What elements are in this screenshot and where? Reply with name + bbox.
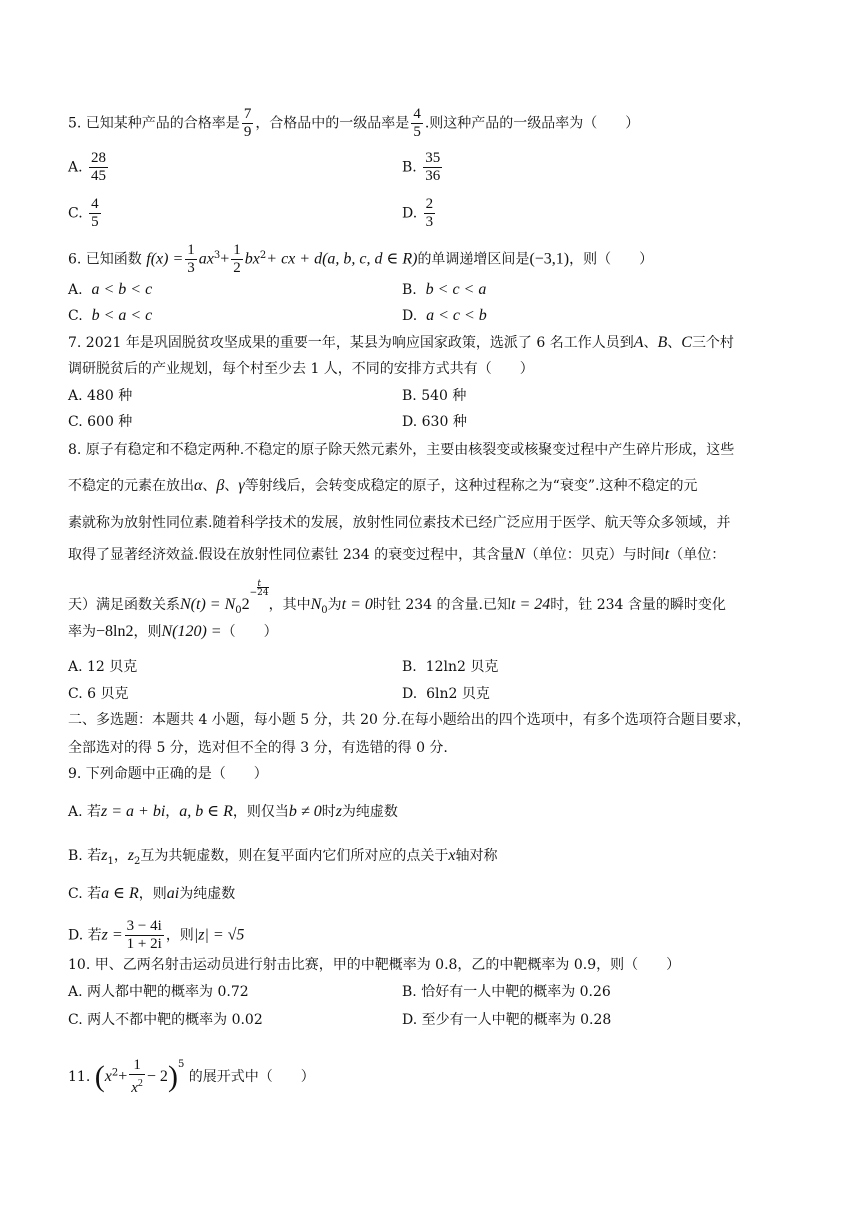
section-2-heading-line-2: 全部选对的得 5 分，选对但不全的得 3 分，有选错的得 0 分. <box>68 740 448 756</box>
q5-option-c: C. $\frac{4}{5}$ <box>68 196 99 230</box>
q7-option-d: D. 630 种 <box>402 414 467 430</box>
q10-option-d: D. 至少有一人中靶的概率为 0.28 <box>402 1012 612 1028</box>
q8-option-a: A. 12 贝克 <box>68 659 138 675</box>
q5-fraction-1: $\frac{7}{9}$ <box>243 106 252 140</box>
q5-mid: ，合格品中的一级品率是 <box>255 115 410 132</box>
question-10-stem: 10. 甲、乙两名射击运动员进行射击比赛，甲的中靶概率为 0.8，乙的中靶概率为 0.9，则（ ） <box>68 957 681 973</box>
q9-option-d: D. 若z = $\frac{3 - 4i}{1 + 2i}$ ，则|z| = √5 <box>68 918 245 952</box>
q7-option-b: B. 540 种 <box>402 388 467 404</box>
q5-option-b: B. $\frac{35}{36}$ <box>402 150 441 184</box>
question-7-line-2: 调研脱贫后的产业规划，每个村至少去 1 人，不同的安排方式共有（ ） <box>68 361 534 377</box>
q7-option-a: A. 480 种 <box>68 388 133 404</box>
question-7-line-1: 7. 2021 年是巩固脱贫攻坚成果的重要一年，某县为响应国家政策，选派了 6 名工作人员到A、B、C三个村 <box>68 334 734 351</box>
q5-option-a: A. $\frac{28}{45}$ <box>68 150 107 184</box>
section-2-heading-line-1: 二、多选题：本题共 4 小题，每小题 5 分，共 20 分.在每小题给出的四个选项中，有多个选项符合题目要求， <box>68 712 751 728</box>
q6-option-b: B. b < c < a <box>402 281 487 298</box>
question-8-line-2: 不稳定的元素在放出α、β、γ等射线后，会转变成稳定的原子，这种过程称之为“衰变”.这种不稳定的元 <box>68 477 698 494</box>
q10-option-c: C. 两人不都中靶的概率为 0.02 <box>68 1012 263 1028</box>
q6-option-d: D. a < c < b <box>402 307 487 324</box>
q7-option-c: C. 600 种 <box>68 414 133 430</box>
q9-option-c: C. 若a ∈ R，则ai为纯虚数 <box>68 885 236 902</box>
q8-option-c: C. 6 贝克 <box>68 686 129 702</box>
q5-option-d: D. $\frac{2}{3}$ <box>402 196 434 230</box>
question-8-line-6: 率为−8ln2，则N(120) =（ ） <box>68 623 278 640</box>
q6-option-c: C. b < a < c <box>68 307 153 324</box>
q10-option-b: B. 恰好有一人中靶的概率为 0.26 <box>402 984 611 1000</box>
question-8-line-3: 素就称为放射性同位素.随着科学技术的发展，放射性同位素技术已经广泛应用于医学、航天等众多领域，并 <box>68 515 731 531</box>
question-9-stem: 9. 下列命题中正确的是（ ） <box>68 766 268 782</box>
q10-option-a: A. 两人都中靶的概率为 0.72 <box>68 984 249 1000</box>
q5-fraction-2: $\frac{4}{5}$ <box>413 106 421 140</box>
q9-option-b: B. 若$z_1$，$z_2$互为共轭虚数，则在复平面内它们所对应的点关于x轴对称 <box>68 847 498 867</box>
q5-prefix: 5. 已知某种产品的合格率是 <box>68 115 240 132</box>
question-11: 11. ($x^2+$ $\frac{1}{x^2}$ − 2)$^5$ 的展开式中（ ） <box>68 1057 315 1096</box>
question-6: 6. 已知函数 f(x) = $\frac{1}{3}$ $ax^3+$ $\frac{1}{2}$ $bx^2+$ cx + d(a, b, c, d ∈ R)的单调递增区间是(−3,1)，则（ ） <box>68 242 654 276</box>
q8-option-b: B. 12ln2 贝克 <box>402 659 499 675</box>
question-8-line-5: 天）满足函数关系$N(t) = N_02$ t −24 ，其中$N_0$为t = 0时钍 234 的含量.已知t = 24时，钍 234 含量的瞬时变化 <box>68 579 726 616</box>
q8-option-d: D. 6ln2 贝克 <box>402 686 490 702</box>
q6-option-a: A. a < b < c <box>68 281 153 298</box>
q5-suffix: .则这种产品的一级品率为（ ） <box>424 115 640 132</box>
question-5 <box>68 106 639 141</box>
question-8-line-4: 取得了显著经济效益.假设在放射性同位素钍 234 的衰变过程中，其含量N（单位：贝克）与时间t（单位： <box>68 546 726 563</box>
q9-option-a: A. 若z = a + bi，a, b ∈ R，则仅当b ≠ 0时z为纯虚数 <box>68 803 398 820</box>
question-8-line-1: 8. 原子有稳定和不稳定两种.不稳定的原子除天然元素外，主要由核裂变或核聚变过程中产生碎片形成，这些 <box>68 442 735 458</box>
